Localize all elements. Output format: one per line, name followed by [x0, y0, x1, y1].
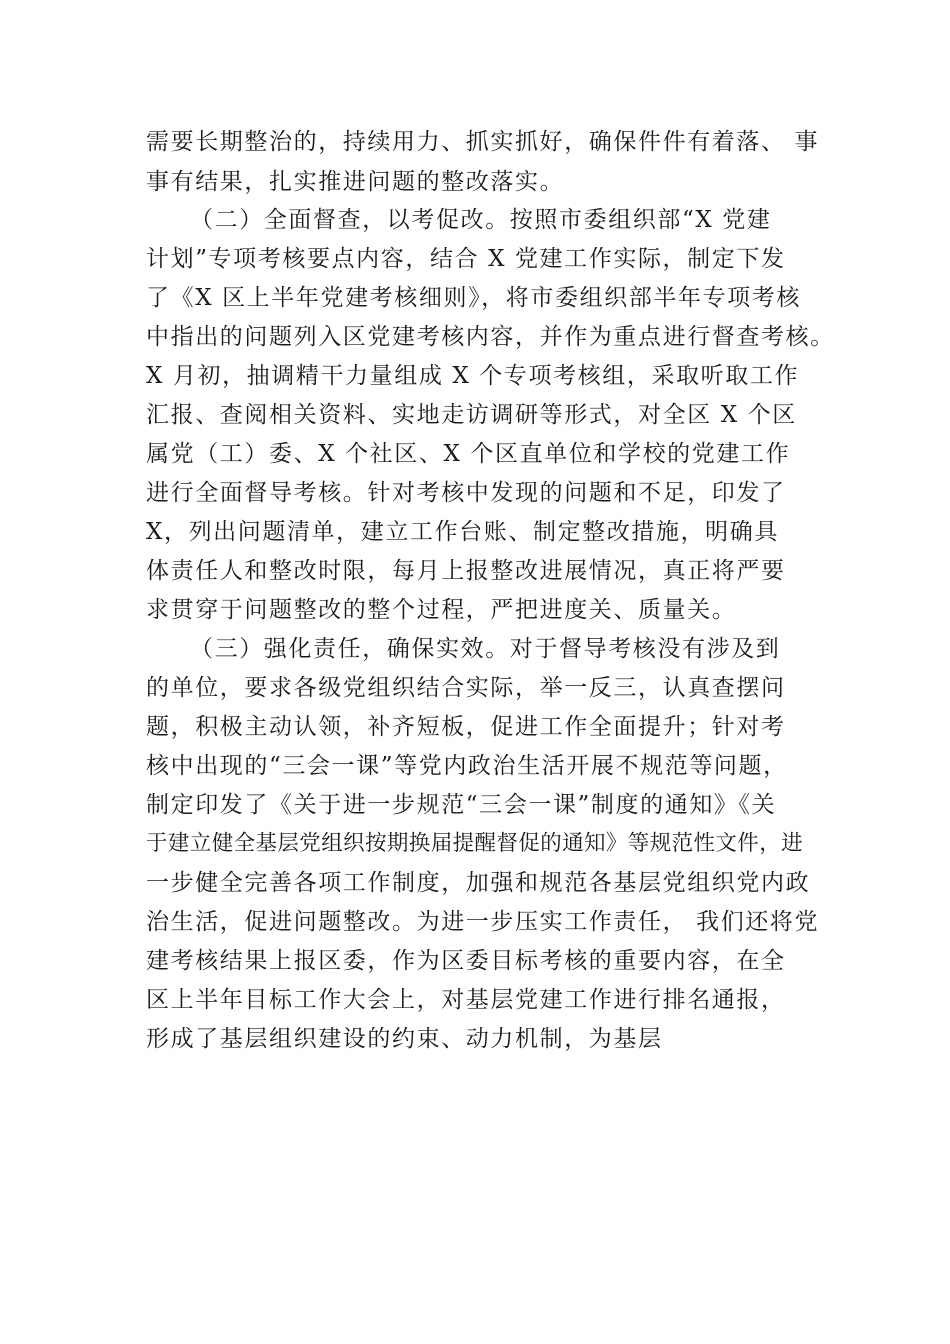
text-line: 汇报、查阅相关资料、实地走访调研等形式，对全区 X 个区	[146, 402, 797, 428]
text-line: X 月初，抽调精干力量组成 X 个专项考核组，采取听取工作	[146, 363, 800, 389]
text-line: 建考核结果上报区委，作为区委目标考核的重要内容，在全	[146, 948, 786, 974]
text-line: （三）强化责任，确保实效。对于督导考核没有涉及到	[190, 636, 781, 662]
text-line: 中指出的问题列入区党建考核内容，并作为重点进行督查考核。	[146, 324, 835, 350]
text-line: 体责任人和整改时限，每月上报整改进展情况，真正将严要	[146, 558, 786, 584]
text-line: 计划”专项考核要点内容，结合 X 党建工作实际，制定下发	[146, 246, 786, 272]
text-line: 核中出现的“三会一课”等党内政治生活开展不规范等问题，	[146, 753, 788, 779]
text-line: 需要长期整治的，持续用力、抓实抓好，确保件件有着落、 事	[146, 129, 820, 155]
text-line: X，列出问题清单，建立工作台账、制定整改措施，明确具	[146, 519, 779, 545]
text-line: （二）全面督查，以考促改。按照市委组织部“X 党建	[190, 207, 772, 233]
text-line: 形成了基层组织建设的约束、动力机制，为基层	[146, 1026, 663, 1052]
text-line: 的单位，要求各级党组织结合实际，举一反三，认真查摆问	[146, 675, 786, 701]
text-line: 进行全面督导考核。针对考核中发现的问题和不足，印发了	[146, 480, 786, 506]
text-line: 一步健全完善各项工作制度，加强和规范各基层党组织党内政	[146, 870, 811, 896]
text-line: 事有结果，扎实推进问题的整改落实。	[146, 169, 565, 195]
text-line: 区上半年目标工作大会上，对基层党建工作进行排名通报，	[146, 987, 786, 1013]
text-line: 求贯穿于问题整改的整个过程，严把进度关、质量关。	[146, 597, 737, 623]
text-line: 了《X 区上半年党建考核细则》，将市委组织部半年专项考核	[146, 285, 801, 311]
text-line: 治生活，促进问题整改。为进一步压实工作责任， 我们还将党	[146, 909, 820, 935]
text-line: 制定印发了《关于进一步规范“三会一课”制度的通知》《关	[146, 792, 777, 818]
text-line: 题，积极主动认领，补齐短板，促进工作全面提升；针对考	[146, 714, 786, 740]
text-line: 于建立健全基层党组织按期换届提醒督促的通知》等规范性文件，进	[146, 831, 804, 856]
text-line: 属党（工）委、X 个社区、X 个区直单位和学校的党建工作	[146, 441, 791, 467]
